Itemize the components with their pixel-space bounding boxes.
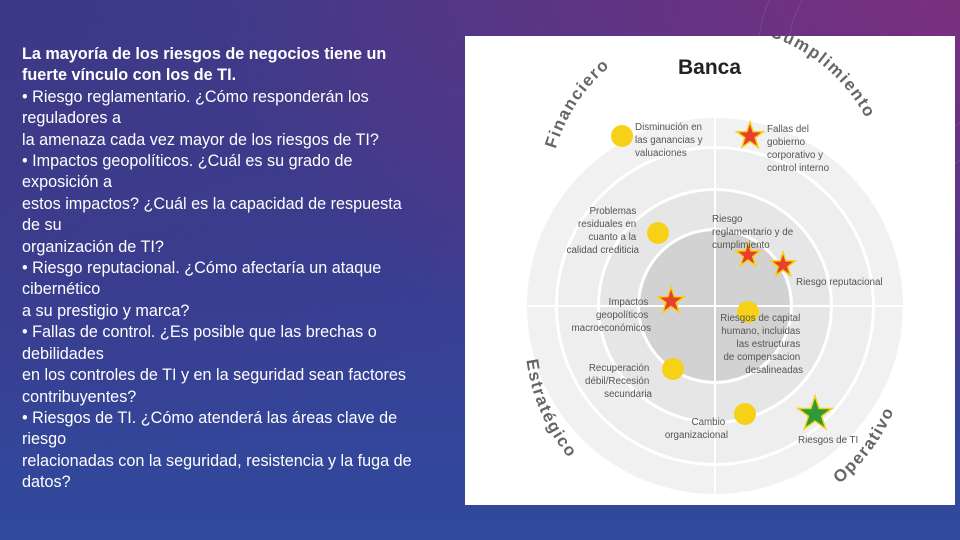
text-line: relacionadas con la seguridad, resistencia y la fuga de: [22, 451, 412, 470]
text-line: a su prestigio y marca?: [22, 301, 190, 320]
risk-label-recuperacion: Recuperación débil/Recesión secundaria: [585, 363, 652, 400]
text-line: fuerte vínculo con los de TI.: [22, 66, 237, 85]
text-line: riesgo: [22, 430, 67, 449]
quadrant-label-estrategico: Estratégico: [522, 357, 582, 462]
quadrant-label-financiero: Financiero: [541, 54, 614, 151]
risk-marker-cambio: [734, 403, 756, 425]
text-line: • Impactos geopolíticos. ¿Cuál es su grado de: [22, 152, 353, 171]
risk-marker-recuperacion: [662, 358, 684, 380]
text-line: • Riesgos de TI. ¿Cómo atenderá las áreas clave de: [22, 408, 398, 427]
risk-label-cambio: Cambio organizacional: [664, 417, 728, 441]
text-line: debilidades: [22, 344, 104, 363]
text-line: reguladores a: [22, 109, 121, 128]
risk-label-reputacional: Riesgo reputacional: [796, 277, 883, 288]
risk-radar-svg: [465, 36, 955, 505]
risk-radar-diagram: [465, 36, 955, 505]
risk-label-disminucion: Disminución en las ganancias y valuaciones: [635, 122, 703, 159]
text-line: contribuyentes?: [22, 387, 137, 406]
text-line: exposición a: [22, 173, 112, 192]
risk-label-impactos: Impactos geopolíticos macroeconómicos: [571, 297, 651, 334]
risk-label-riesgos-ti: Riesgos de TI: [798, 435, 859, 446]
text-line: datos?: [22, 473, 71, 492]
text-line: • Riesgo reglamentario. ¿Cómo responderán los: [22, 87, 369, 106]
risk-marker-disminucion: [611, 125, 633, 147]
quadrant-label-cumplimiento: umplimiento: [780, 36, 880, 122]
risk-label-fallas-gobierno: Fallas del gobierno corporativo y control interno: [767, 124, 830, 174]
text-line: cibernético: [22, 280, 101, 299]
risk-label-problemas: Problemas residuales en cuanto a la calidad crediticia: [566, 206, 639, 256]
text-line: • Fallas de control. ¿Es posible que las brechas o: [22, 323, 377, 342]
text-line: en los controles de TI y en la seguridad sean factores: [22, 366, 406, 385]
diagram-title: Banca: [678, 56, 742, 79]
text-line: • Riesgo reputacional. ¿Cómo afectaría un ataque: [22, 259, 382, 278]
text-line: organización de TI?: [22, 237, 164, 256]
text-line: de su: [22, 216, 62, 235]
text-line: la amenaza cada vez mayor de los riesgos de TI?: [22, 130, 379, 149]
risk-label-reglamentario: Riesgo reglamentario y de cumplimiento: [712, 214, 794, 251]
text-line: estos impactos? ¿Cuál es la capacidad de respuesta: [22, 194, 402, 213]
text-line: La mayoría de los riesgos de negocios tiene un: [22, 45, 387, 63]
risk-marker-problemas: [647, 222, 669, 244]
quadrant-label-operativo: Operativo: [829, 403, 898, 488]
risk-label-capital-humano: Riesgos de capital humano, incluidas las estructuras de compensacion desalineadas: [720, 313, 803, 376]
slide-body-text: [22, 44, 462, 494]
